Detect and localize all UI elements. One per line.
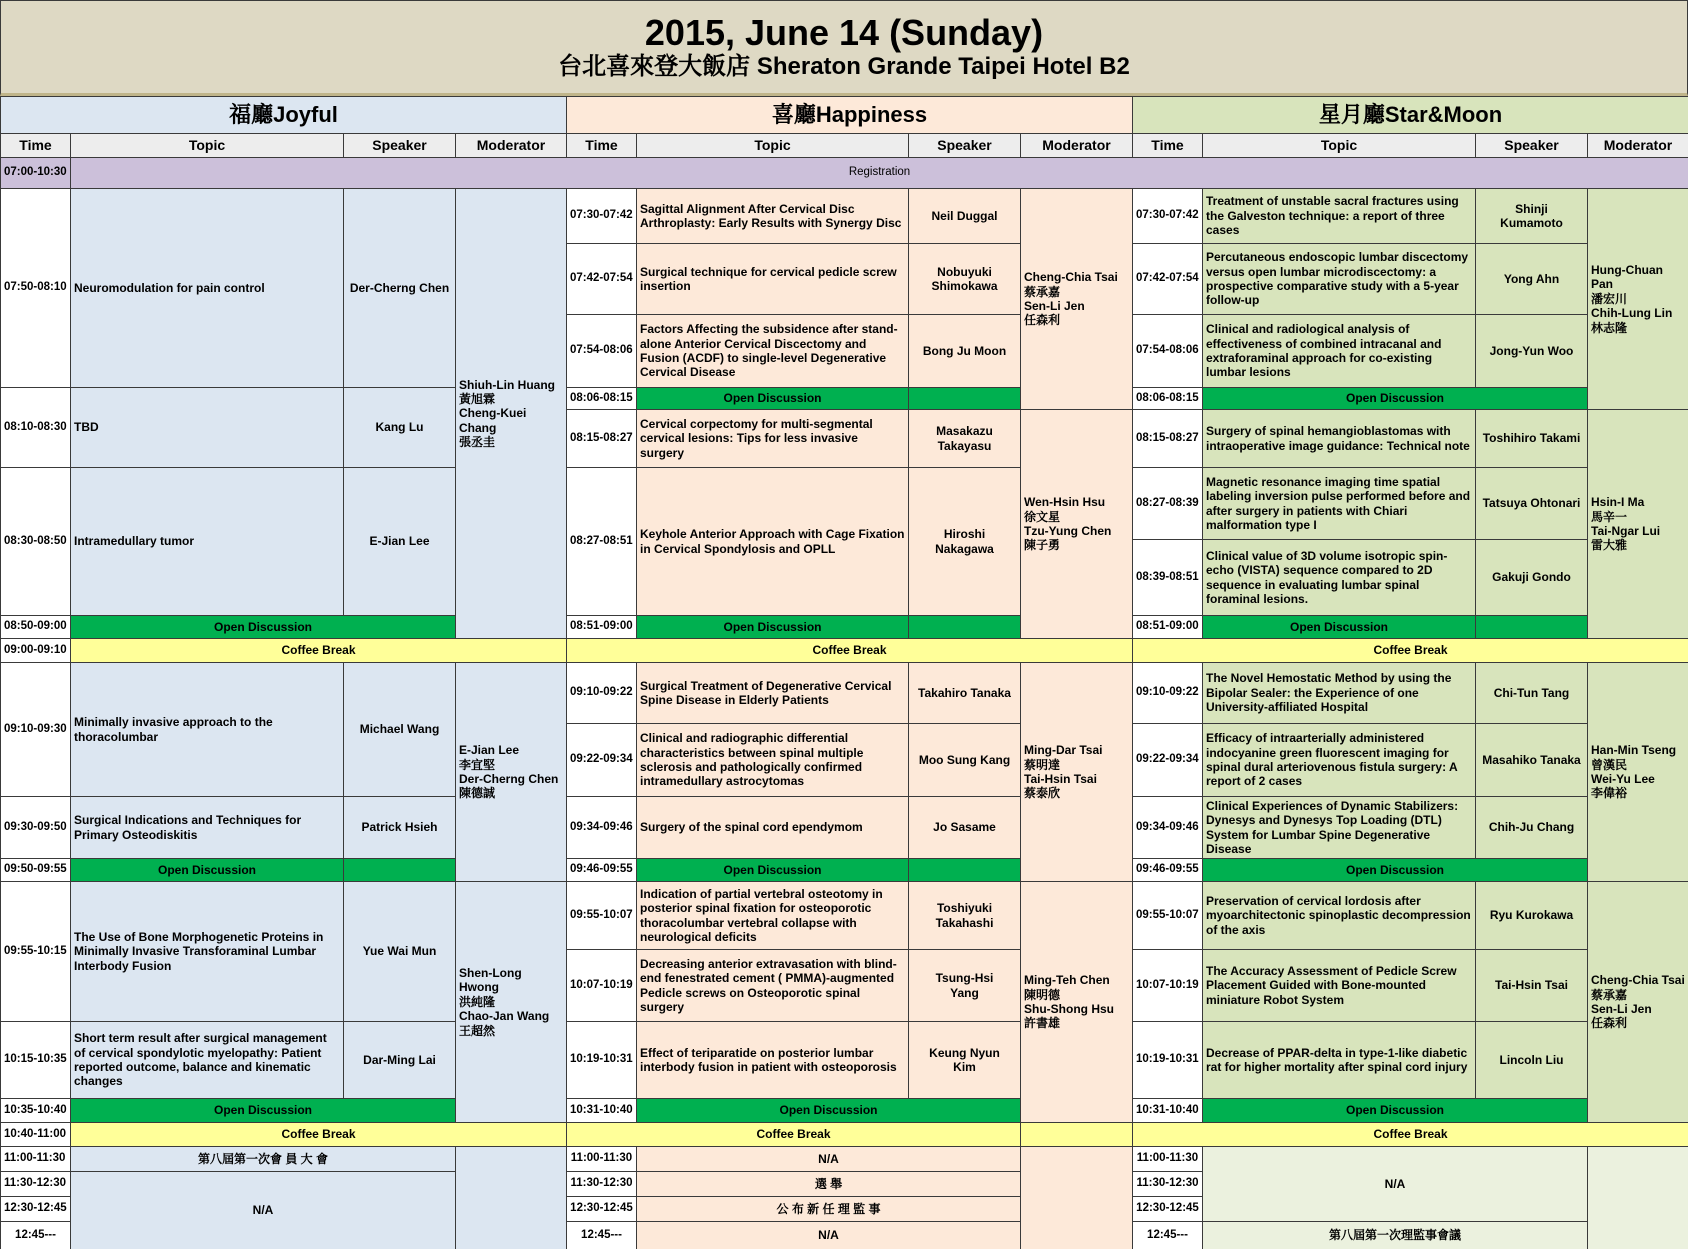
moderator-cell xyxy=(455,1146,567,1249)
time-cell: 09:46-09:55 xyxy=(566,858,637,882)
topic-cell[interactable]: Short term result after surgical management of cervical spondylotic myelopathy: Patient reported outcome, balance and kinematic changes xyxy=(70,1021,344,1099)
time-cell: 11:00-11:30 xyxy=(0,1146,71,1172)
moderator-cell: Hsin-I Ma 馬辛一 Tai-Ngar Lui 雷大雅 xyxy=(1587,409,1688,639)
speaker-cell: Tsung-Hsi Yang xyxy=(908,949,1021,1022)
time-cell: 08:06-08:15 xyxy=(566,387,637,410)
topic-cell[interactable]: Neuromodulation for pain control xyxy=(70,188,344,388)
topic-cell[interactable]: Factors Affecting the subsidence after stand-alone Anterior Cervical Discectomy and Fusion (ACDF) to single-level Degenerative Cervical Disease xyxy=(636,314,909,388)
time-cell: 10:07-10:19 xyxy=(1132,949,1203,1022)
coffee-break-bar: Coffee Break xyxy=(566,1122,1021,1147)
time-cell: 07:30-07:42 xyxy=(1132,188,1203,244)
open-discussion-bar: Open Discussion xyxy=(636,387,909,410)
time-cell: 09:22-09:34 xyxy=(1132,723,1203,797)
moderator-cell xyxy=(1587,1146,1688,1249)
speaker-cell: Neil Duggal xyxy=(908,188,1021,244)
topic-cell[interactable]: Percutaneous endoscopic lumbar discectomy versus open lumbar microdiscectomy: a prospective comparative study with a 5-year follow-up xyxy=(1202,243,1476,315)
speaker-cell: Chi-Tun Tang xyxy=(1475,662,1588,724)
time-cell: 08:15-08:27 xyxy=(1132,409,1203,468)
speaker-cell: Dar-Ming Lai xyxy=(343,1021,456,1099)
coffee-break-bar: Coffee Break xyxy=(566,638,1133,663)
time-cell: 08:27-08:51 xyxy=(566,467,637,616)
speaker-cell: Michael Wang xyxy=(343,662,456,797)
coffee-break-bar: Coffee Break xyxy=(70,638,567,663)
time-cell: 08:15-08:27 xyxy=(566,409,637,468)
column-header-topic: Topic xyxy=(70,133,344,158)
speaker-cell: Der-Cherng Chen xyxy=(343,188,456,388)
time-cell: 09:46-09:55 xyxy=(1132,858,1203,882)
speaker-cell: Tatsuya Ohtonari xyxy=(1475,467,1588,540)
time-cell: 07:54-08:06 xyxy=(1132,314,1203,388)
time-cell: 10:31-10:40 xyxy=(1132,1098,1203,1123)
time-cell: 09:55-10:07 xyxy=(1132,881,1203,950)
topic-cell[interactable]: Clinical value of 3D volume isotropic spin-echo (VISTA) sequence compared to 2D sequence in evaluating lumbar spinal foraminal lesions. xyxy=(1202,539,1476,616)
time-cell: 10:35-10:40 xyxy=(0,1098,71,1123)
topic-cell[interactable]: Clinical and radiological analysis of effectiveness of combined intracanal and extraforaminal approach for co-existing lumbar lesions xyxy=(1202,314,1476,388)
time-cell: 08:10-08:30 xyxy=(0,387,71,468)
topic-cell[interactable]: Effect of teriparatide on posterior lumbar interbody fusion in patient with osteoporosis xyxy=(636,1021,909,1099)
speaker-cell: Takahiro Tanaka xyxy=(908,662,1021,724)
topic-cell[interactable]: Decreasing anterior extravasation with blind-end fenestrated cement ( PMMA)-augmented Pedicle screws on Osteoporotic spinal surgery xyxy=(636,949,909,1022)
topic-cell[interactable]: Efficacy of intraarterially administered indocyanine green fluorescent imaging for spinal dural arteriovenous fistula surgery: A report of 2 cases xyxy=(1202,723,1476,797)
speaker-cell: Masakazu Takayasu xyxy=(908,409,1021,468)
coffee-break-bar: Coffee Break xyxy=(1132,1122,1688,1147)
coffee-break-bar: Coffee Break xyxy=(70,1122,567,1147)
topic-cell[interactable]: Preservation of cervical lordosis after myoarchitectonic spinoplastic decompression of the axis xyxy=(1202,881,1476,950)
discussion-filler xyxy=(343,858,456,882)
open-discussion-bar: Open Discussion xyxy=(70,858,344,882)
topic-cell[interactable]: Keyhole Anterior Approach with Cage Fixation in Cervical Spondylosis and OPLL xyxy=(636,467,909,616)
topic-cell[interactable]: Surgery of the spinal cord ependymom xyxy=(636,796,909,859)
moderator-cell: Shiuh-Lin Huang 黃旭霖 Cheng-Kuei Chang 張丞圭 xyxy=(455,188,567,639)
speaker-cell: E-Jian Lee xyxy=(343,467,456,616)
time-cell: 08:50-09:00 xyxy=(0,615,71,639)
topic-cell[interactable]: Magnetic resonance imaging time spatial labeling inversion pulse performed before and after surgery in patients with Chiari malformation type I xyxy=(1202,467,1476,540)
time-cell: 09:30-09:50 xyxy=(0,796,71,859)
room-header-joyful: 福廳Joyful xyxy=(0,96,567,134)
speaker-cell: Jong-Yun Woo xyxy=(1475,314,1588,388)
speaker-cell: Jo Sasame xyxy=(908,796,1021,859)
moderator-cell: Ming-Teh Chen 陳明德 Shu-Shong Hsu 許書雄 xyxy=(1020,881,1133,1123)
column-header-speaker: Speaker xyxy=(908,133,1021,158)
moderator-cell xyxy=(1020,1146,1133,1249)
na-cell: N/A xyxy=(1202,1146,1588,1222)
time-cell: 07:00-10:30 xyxy=(0,157,71,189)
coffee-break-bar: Coffee Break xyxy=(1132,638,1688,663)
open-discussion-bar: Open Discussion xyxy=(70,615,456,639)
time-cell: 08:27-08:39 xyxy=(1132,467,1203,540)
speaker-cell: Ryu Kurokawa xyxy=(1475,881,1588,950)
open-discussion-bar: Open Discussion xyxy=(70,1098,456,1123)
speaker-cell: Yue Wai Mun xyxy=(343,881,456,1022)
topic-cell[interactable]: Indication of partial vertebral osteotomy in posterior spinal fixation for osteoporotic thoracolumbar vertebral collapse with neurological deficits xyxy=(636,881,909,950)
topic-cell[interactable]: 第八屆第一次會 員 大 會 xyxy=(70,1146,456,1172)
discussion-filler xyxy=(908,615,1021,639)
time-cell: 10:40-11:00 xyxy=(0,1122,71,1147)
speaker-cell: Masahiko Tanaka xyxy=(1475,723,1588,797)
open-discussion-bar: Open Discussion xyxy=(1202,1098,1588,1123)
time-cell: 07:42-07:54 xyxy=(1132,243,1203,315)
topic-cell[interactable]: Clinical Experiences of Dynamic Stabilizers: Dynesys and Dynesys Top Loading (DTL) System for Lumbar Spine Degenerative Disease xyxy=(1202,796,1476,859)
column-header-time: Time xyxy=(0,133,71,158)
moderator-cell: Cheng-Chia Tsai 蔡承嘉 Sen-Li Jen 任森利 xyxy=(1587,881,1688,1123)
registration-bar: Registration xyxy=(70,157,1688,189)
speaker-cell: Toshiyuki Takahashi xyxy=(908,881,1021,950)
time-cell: 11:00-11:30 xyxy=(1132,1146,1203,1172)
topic-cell[interactable]: TBD xyxy=(70,387,344,468)
discussion-filler xyxy=(1475,615,1588,639)
moderator-cell: Ming-Dar Tsai 蔡明達 Tai-Hsin Tsai 蔡泰欣 xyxy=(1020,662,1133,882)
column-header-moderator: Moderator xyxy=(455,133,567,158)
time-cell: 09:34-09:46 xyxy=(566,796,637,859)
open-discussion-bar: Open Discussion xyxy=(636,858,909,882)
time-cell: 12:45--- xyxy=(0,1221,71,1249)
speaker-cell: Tai-Hsin Tsai xyxy=(1475,949,1588,1022)
column-header-topic: Topic xyxy=(1202,133,1476,158)
moderator-cell: Han-Min Tseng 曾漢民 Wei-Yu Lee 李偉裕 xyxy=(1587,662,1688,882)
time-cell: 08:51-09:00 xyxy=(566,615,637,639)
topic-cell[interactable]: Sagittal Alignment After Cervical Disc Arthroplasty: Early Results with Synergy Disc xyxy=(636,188,909,244)
time-cell: 07:30-07:42 xyxy=(566,188,637,244)
topic-cell[interactable]: Intramedullary tumor xyxy=(70,467,344,616)
time-cell: 08:39-08:51 xyxy=(1132,539,1203,616)
page-subtitle: 台北喜來登大飯店 Sheraton Grande Taipei Hotel B2 xyxy=(558,53,1130,81)
time-cell: 07:54-08:06 xyxy=(566,314,637,388)
speaker-cell: Patrick Hsieh xyxy=(343,796,456,859)
moderator-cell: Shen-Long Hwong 洪純隆 Chao-Jan Wang 王超然 xyxy=(455,881,567,1123)
time-cell: 09:10-09:22 xyxy=(1132,662,1203,724)
schedule-banner xyxy=(0,0,1688,96)
speaker-cell: Lincoln Liu xyxy=(1475,1021,1588,1099)
discussion-filler xyxy=(908,858,1021,882)
time-cell: 12:30-12:45 xyxy=(0,1196,71,1222)
column-header-moderator: Moderator xyxy=(1020,133,1133,158)
column-header-moderator: Moderator xyxy=(1587,133,1688,158)
time-cell: 07:42-07:54 xyxy=(566,243,637,315)
topic-cell[interactable]: The Novel Hemostatic Method by using the Bipolar Sealer: the Experience of one University-affiliated Hospital xyxy=(1202,662,1476,724)
column-header-topic: Topic xyxy=(636,133,909,158)
time-cell: 11:00-11:30 xyxy=(566,1146,637,1172)
page-title: 2015, June 14 (Sunday) xyxy=(644,11,1044,53)
time-cell: 10:19-10:31 xyxy=(1132,1021,1203,1099)
time-cell: 12:45--- xyxy=(566,1221,637,1249)
time-cell: 11:30-12:30 xyxy=(1132,1171,1203,1197)
open-discussion-bar: Open Discussion xyxy=(1202,858,1588,882)
topic-cell[interactable]: Surgical Treatment of Degenerative Cervical Spine Disease in Elderly Patients xyxy=(636,662,909,724)
speaker-cell: Hiroshi Nakagawa xyxy=(908,467,1021,616)
moderator-cell: Hung-Chuan Pan 潘宏川 Chih-Lung Lin 林志隆 xyxy=(1587,188,1688,410)
time-cell: 09:34-09:46 xyxy=(1132,796,1203,859)
speaker-cell: Toshihiro Takami xyxy=(1475,409,1588,468)
moderator-cell: Cheng-Chia Tsai 蔡承嘉 Sen-Li Jen 任森利 xyxy=(1020,188,1133,410)
topic-cell[interactable]: Decrease of PPAR-delta in type-1-like diabetic rat for higher mortality after spinal cord injury xyxy=(1202,1021,1476,1099)
time-cell: 09:55-10:15 xyxy=(0,881,71,1022)
column-header-speaker: Speaker xyxy=(1475,133,1588,158)
time-cell: 11:30-12:30 xyxy=(566,1171,637,1197)
coffee-break-filler xyxy=(1020,1122,1133,1147)
time-cell: 10:31-10:40 xyxy=(566,1098,637,1123)
speaker-cell: Chih-Ju Chang xyxy=(1475,796,1588,859)
topic-cell[interactable]: Surgical technique for cervical pedicle screw insertion xyxy=(636,243,909,315)
speaker-cell: Bong Ju Moon xyxy=(908,314,1021,388)
discussion-filler xyxy=(908,387,1021,410)
open-discussion-bar: Open Discussion xyxy=(1202,387,1588,410)
time-cell: 12:30-12:45 xyxy=(566,1196,637,1222)
room-header-happiness: 喜廳Happiness xyxy=(566,96,1133,134)
topic-cell[interactable]: 第八屆第一次理監事會議 xyxy=(1202,1221,1588,1249)
speaker-cell: Gakuji Gondo xyxy=(1475,539,1588,616)
time-cell: 09:55-10:07 xyxy=(566,881,637,950)
topic-cell[interactable]: Clinical and radiographic differential characteristics between spinal multiple sclerosis and pathologically confirmed intramedullary astrocytomas xyxy=(636,723,909,797)
time-cell: 11:30-12:30 xyxy=(0,1171,71,1197)
speaker-cell: Nobuyuki Shimokawa xyxy=(908,243,1021,315)
na-cell: N/A xyxy=(70,1171,456,1249)
speaker-cell: Moo Sung Kang xyxy=(908,723,1021,797)
column-header-speaker: Speaker xyxy=(343,133,456,158)
open-discussion-bar: Open Discussion xyxy=(636,615,909,639)
topic-cell[interactable]: Surgical Indications and Techniques for Primary Osteodiskitis xyxy=(70,796,344,859)
topic-cell[interactable]: 公 布 新 任 理 監 事 xyxy=(636,1196,1021,1222)
time-cell: 08:30-08:50 xyxy=(0,467,71,616)
time-cell: 10:19-10:31 xyxy=(566,1021,637,1099)
time-cell: 09:22-09:34 xyxy=(566,723,637,797)
room-header-starmoon: 星月廳Star&Moon xyxy=(1132,96,1688,134)
topic-cell[interactable]: Surgery of spinal hemangioblastomas with intraoperative image guidance: Technical note xyxy=(1202,409,1476,468)
speaker-cell: Shinji Kumamoto xyxy=(1475,188,1588,244)
open-discussion-bar: Open Discussion xyxy=(636,1098,1021,1123)
moderator-cell: E-Jian Lee 李宜堅 Der-Cherng Chen 陳德誠 xyxy=(455,662,567,882)
na-cell: N/A xyxy=(636,1221,1021,1249)
time-cell: 12:30-12:45 xyxy=(1132,1196,1203,1222)
time-cell: 10:15-10:35 xyxy=(0,1021,71,1099)
time-cell: 09:10-09:30 xyxy=(0,662,71,797)
time-cell: 12:45--- xyxy=(1132,1221,1203,1249)
time-cell: 10:07-10:19 xyxy=(566,949,637,1022)
time-cell: 09:00-09:10 xyxy=(0,638,71,663)
time-cell: 08:06-08:15 xyxy=(1132,387,1203,410)
column-header-time: Time xyxy=(1132,133,1203,158)
speaker-cell: Yong Ahn xyxy=(1475,243,1588,315)
time-cell: 08:51-09:00 xyxy=(1132,615,1203,639)
time-cell: 07:50-08:10 xyxy=(0,188,71,388)
column-header-time: Time xyxy=(566,133,637,158)
speaker-cell: Kang Lu xyxy=(343,387,456,468)
speaker-cell: Keung Nyun Kim xyxy=(908,1021,1021,1099)
topic-cell[interactable]: Minimally invasive approach to the thoracolumbar xyxy=(70,662,344,797)
time-cell: 09:50-09:55 xyxy=(0,858,71,882)
topic-cell[interactable]: The Accuracy Assessment of Pedicle Screw Placement Guided with Bone-mounted miniature Robot System xyxy=(1202,949,1476,1022)
topic-cell[interactable]: The Use of Bone Morphogenetic Proteins in Minimally Invasive Transforaminal Lumbar Interbody Fusion xyxy=(70,881,344,1022)
topic-cell[interactable]: Treatment of unstable sacral fractures using the Galveston technique: a report of three cases xyxy=(1202,188,1476,244)
topic-cell[interactable]: 選 舉 xyxy=(636,1171,1021,1197)
moderator-cell: Wen-Hsin Hsu 徐文星 Tzu-Yung Chen 陳子勇 xyxy=(1020,409,1133,639)
open-discussion-bar: Open Discussion xyxy=(1202,615,1476,639)
time-cell: 09:10-09:22 xyxy=(566,662,637,724)
na-cell: N/A xyxy=(636,1146,1021,1172)
topic-cell[interactable]: Cervical corpectomy for multi-segmental cervical lesions: Tips for less invasive surgery xyxy=(636,409,909,468)
